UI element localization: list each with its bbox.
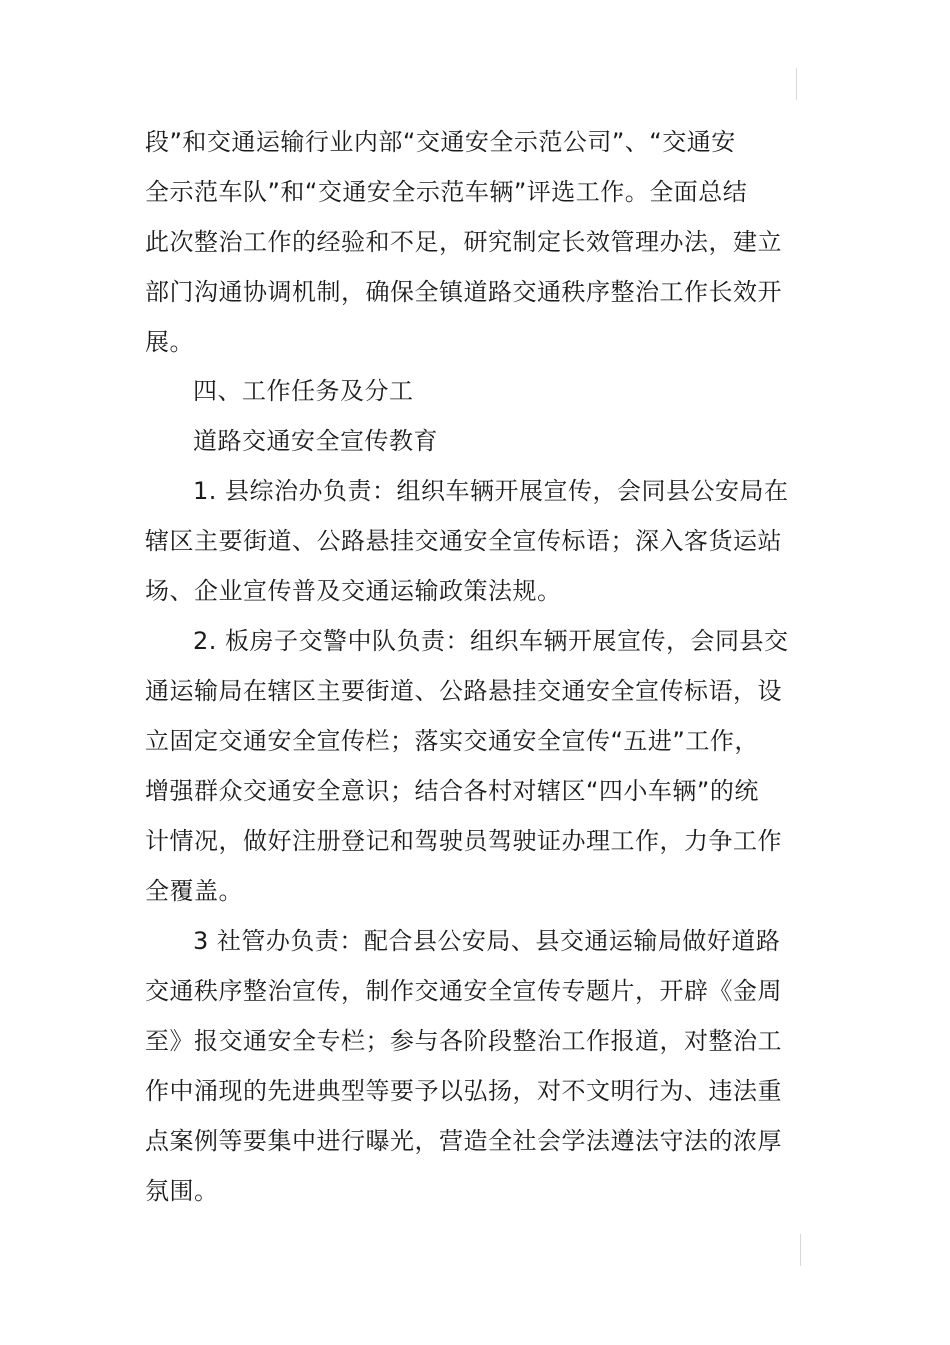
list-item-line: 全覆盖。 [145,877,243,905]
paragraph-line: 展。 [145,328,194,356]
bottom-right-rule [800,1234,801,1266]
section-heading: 四、工作任务及分工 [193,377,414,405]
list-item-line: 作中涌现的先进典型等要予以弘扬，对不文明行为、违法重 [145,1077,782,1105]
paragraph-line: 段”和交通运输行业内部“交通安全示范公司”、“交通安 [145,128,736,156]
paragraph-line: 此次整治工作的经验和不足，研究制定长效管理办法，建立 [145,228,782,256]
list-item-line: 交通秩序整治宣传，制作交通安全宣传专题片，开辟《金周 [145,977,782,1005]
paragraph-line: 部门沟通协调机制，确保全镇道路交通秩序整治工作长效开 [145,278,782,306]
list-item-line: 场、企业宣传普及交通运输政策法规。 [145,577,562,605]
list-item-line: 1. 县综治办负责：组织车辆开展宣传，会同县公安局在 [193,477,789,505]
list-item-line: 通运输局在辖区主要街道、公路悬挂交通安全宣传标语，设 [145,677,782,705]
list-item-line: 计情况，做好注册登记和驾驶员驾驶证办理工作，力争工作 [145,827,782,855]
top-right-rule [796,68,797,100]
list-item-line: 点案例等要集中进行曝光，营造全社会学法遵法守法的浓厚 [145,1127,782,1155]
paragraph-line: 全示范车队”和“交通安全示范车辆”评选工作。全面总结 [145,178,748,206]
subsection-heading: 道路交通安全宣传教育 [193,427,438,455]
list-item-line: 立固定交通安全宣传栏；落实交通安全宣传“五进”工作， [145,727,759,755]
list-item-line: 氛围。 [145,1177,219,1205]
list-item-line: 至》报交通安全专栏；参与各阶段整治工作报道，对整治工 [145,1027,782,1055]
list-item-line: 3 社管办负责：配合县公安局、县交通运输局做好道路 [193,927,781,955]
list-item-line: 辖区主要街道、公路悬挂交通安全宣传标语；深入客货运站 [145,527,782,555]
list-item-line: 增强群众交通安全意识；结合各村对辖区“四小车辆”的统 [145,777,759,805]
list-item-line: 2. 板房子交警中队负责：组织车辆开展宣传，会同县交 [193,627,789,655]
